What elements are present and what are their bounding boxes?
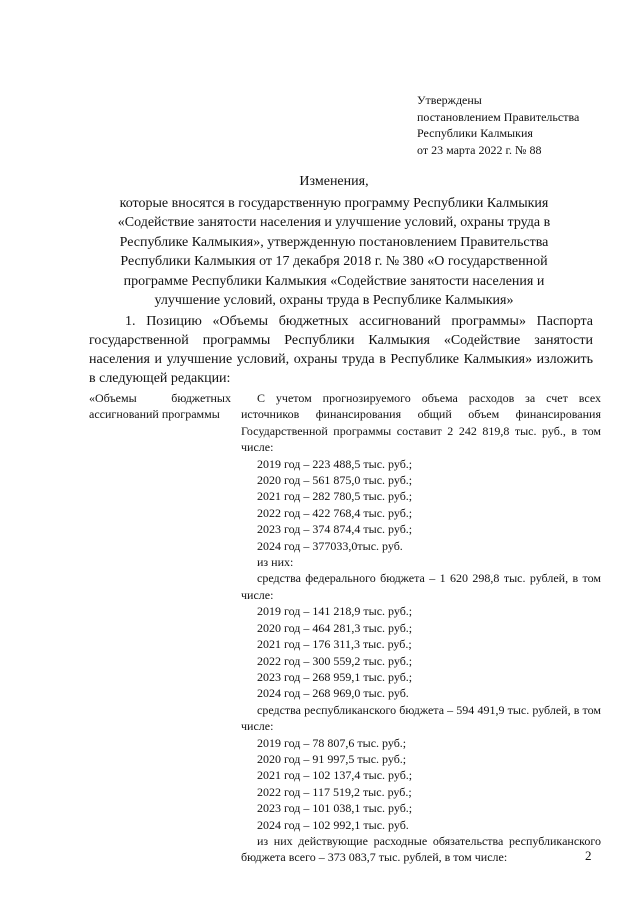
- page-number: 2: [585, 848, 592, 863]
- approval-line: постановлением Правительства: [417, 109, 580, 124]
- approval-stamp: [417, 92, 579, 158]
- title-line: Республики Калмыкия от 17 декабря 2018 г. № 380 «О государственной: [120, 254, 548, 269]
- year-line: 2024 год – 377033,0тыс. руб.: [257, 538, 403, 553]
- year-line: 2022 год – 117 519,2 тыс. руб.;: [257, 784, 412, 799]
- total-paragraph: С учетом прогнозируемого объема расходов за счет всех источников финансирования общий объем финансирования Государственной программы составит 2 242 819,8 тыс. руб., в том числе:: [241, 391, 601, 455]
- year-line: 2024 год – 268 969,0 тыс. руб.: [257, 686, 409, 701]
- year-line: 2020 год – 464 281,3 тыс. руб.;: [257, 620, 413, 635]
- year-line: 2019 год – 78 807,6 тыс. руб.;: [257, 735, 407, 750]
- year-line: 2023 год – 374 874,4 тыс. руб.;: [257, 522, 413, 537]
- title-line: программе Республики Калмыкия «Содействие занятости населения и: [123, 273, 545, 289]
- title-line: улучшение условий, охраны труда в Республике Калмыкия»: [154, 293, 514, 308]
- title-line: которые вносятся в государственную программу Республики Калмыкия: [119, 195, 549, 211]
- budget-details-cell: [241, 390, 601, 866]
- year-line: 2023 год – 101 038,1 тыс. руб.;: [257, 801, 413, 816]
- title-heading: Изменения,: [299, 174, 369, 189]
- intro-paragraph: 1. Позицию «Объемы бюджетных ассигнований программы» Паспорта государственной программы Республики Калмыкия «Содействие занятости населения и улучшение условий, охраны труда в Республике Калмыкия» изложить в следующей редакции:: [89, 314, 593, 386]
- year-line: 2021 год – 102 137,4 тыс. руб.;: [257, 768, 413, 783]
- approval-line: Утверждены: [417, 93, 482, 107]
- year-line: 2019 год – 141 218,9 тыс. руб.;: [257, 604, 413, 619]
- obligations-paragraph: из них действующие расходные обязательства республиканского бюджета всего – 373 083,7 тыс. рублей, в том числе:: [241, 833, 601, 865]
- intro-section: [89, 312, 593, 388]
- federal-paragraph: средства федерального бюджета – 1 620 298,8 тыс. рублей, в том числе:: [241, 571, 601, 602]
- republic-paragraph: средства республиканского бюджета – 594 491,9 тыс. рублей, в том числе:: [241, 702, 601, 734]
- approval-line: от 23 марта 2022 г. № 88: [417, 142, 542, 157]
- of-them-line: из них:: [257, 555, 294, 570]
- title-line: «Содействие занятости населения и улучшение условий, охраны труда в: [117, 215, 551, 230]
- year-line: 2020 год – 91 997,5 тыс. руб.;: [257, 751, 407, 766]
- budget-label-cell: «Объемы бюджетных ассигнований программы: [89, 391, 231, 421]
- approval-line: Республики Калмыкия: [417, 126, 533, 140]
- year-line: 2021 год – 282 780,5 тыс. руб.;: [257, 489, 413, 504]
- year-line: 2024 год – 102 992,1 тыс. руб.: [257, 817, 409, 832]
- year-line: 2021 год – 176 311,3 тыс. руб.;: [257, 637, 412, 652]
- year-line: 2022 год – 422 768,4 тыс. руб.;: [257, 505, 413, 520]
- year-line: 2023 год – 268 959,1 тыс. руб.;: [257, 669, 413, 684]
- document-title: [84, 172, 584, 311]
- year-line: 2019 год – 223 488,5 тыс. руб.;: [257, 456, 413, 471]
- year-line: 2022 год – 300 559,2 тыс. руб.;: [257, 653, 413, 668]
- title-line: Республике Калмыкия», утвержденную постановлением Правительства: [119, 234, 549, 250]
- year-line: 2020 год – 561 875,0 тыс. руб.;: [257, 473, 413, 488]
